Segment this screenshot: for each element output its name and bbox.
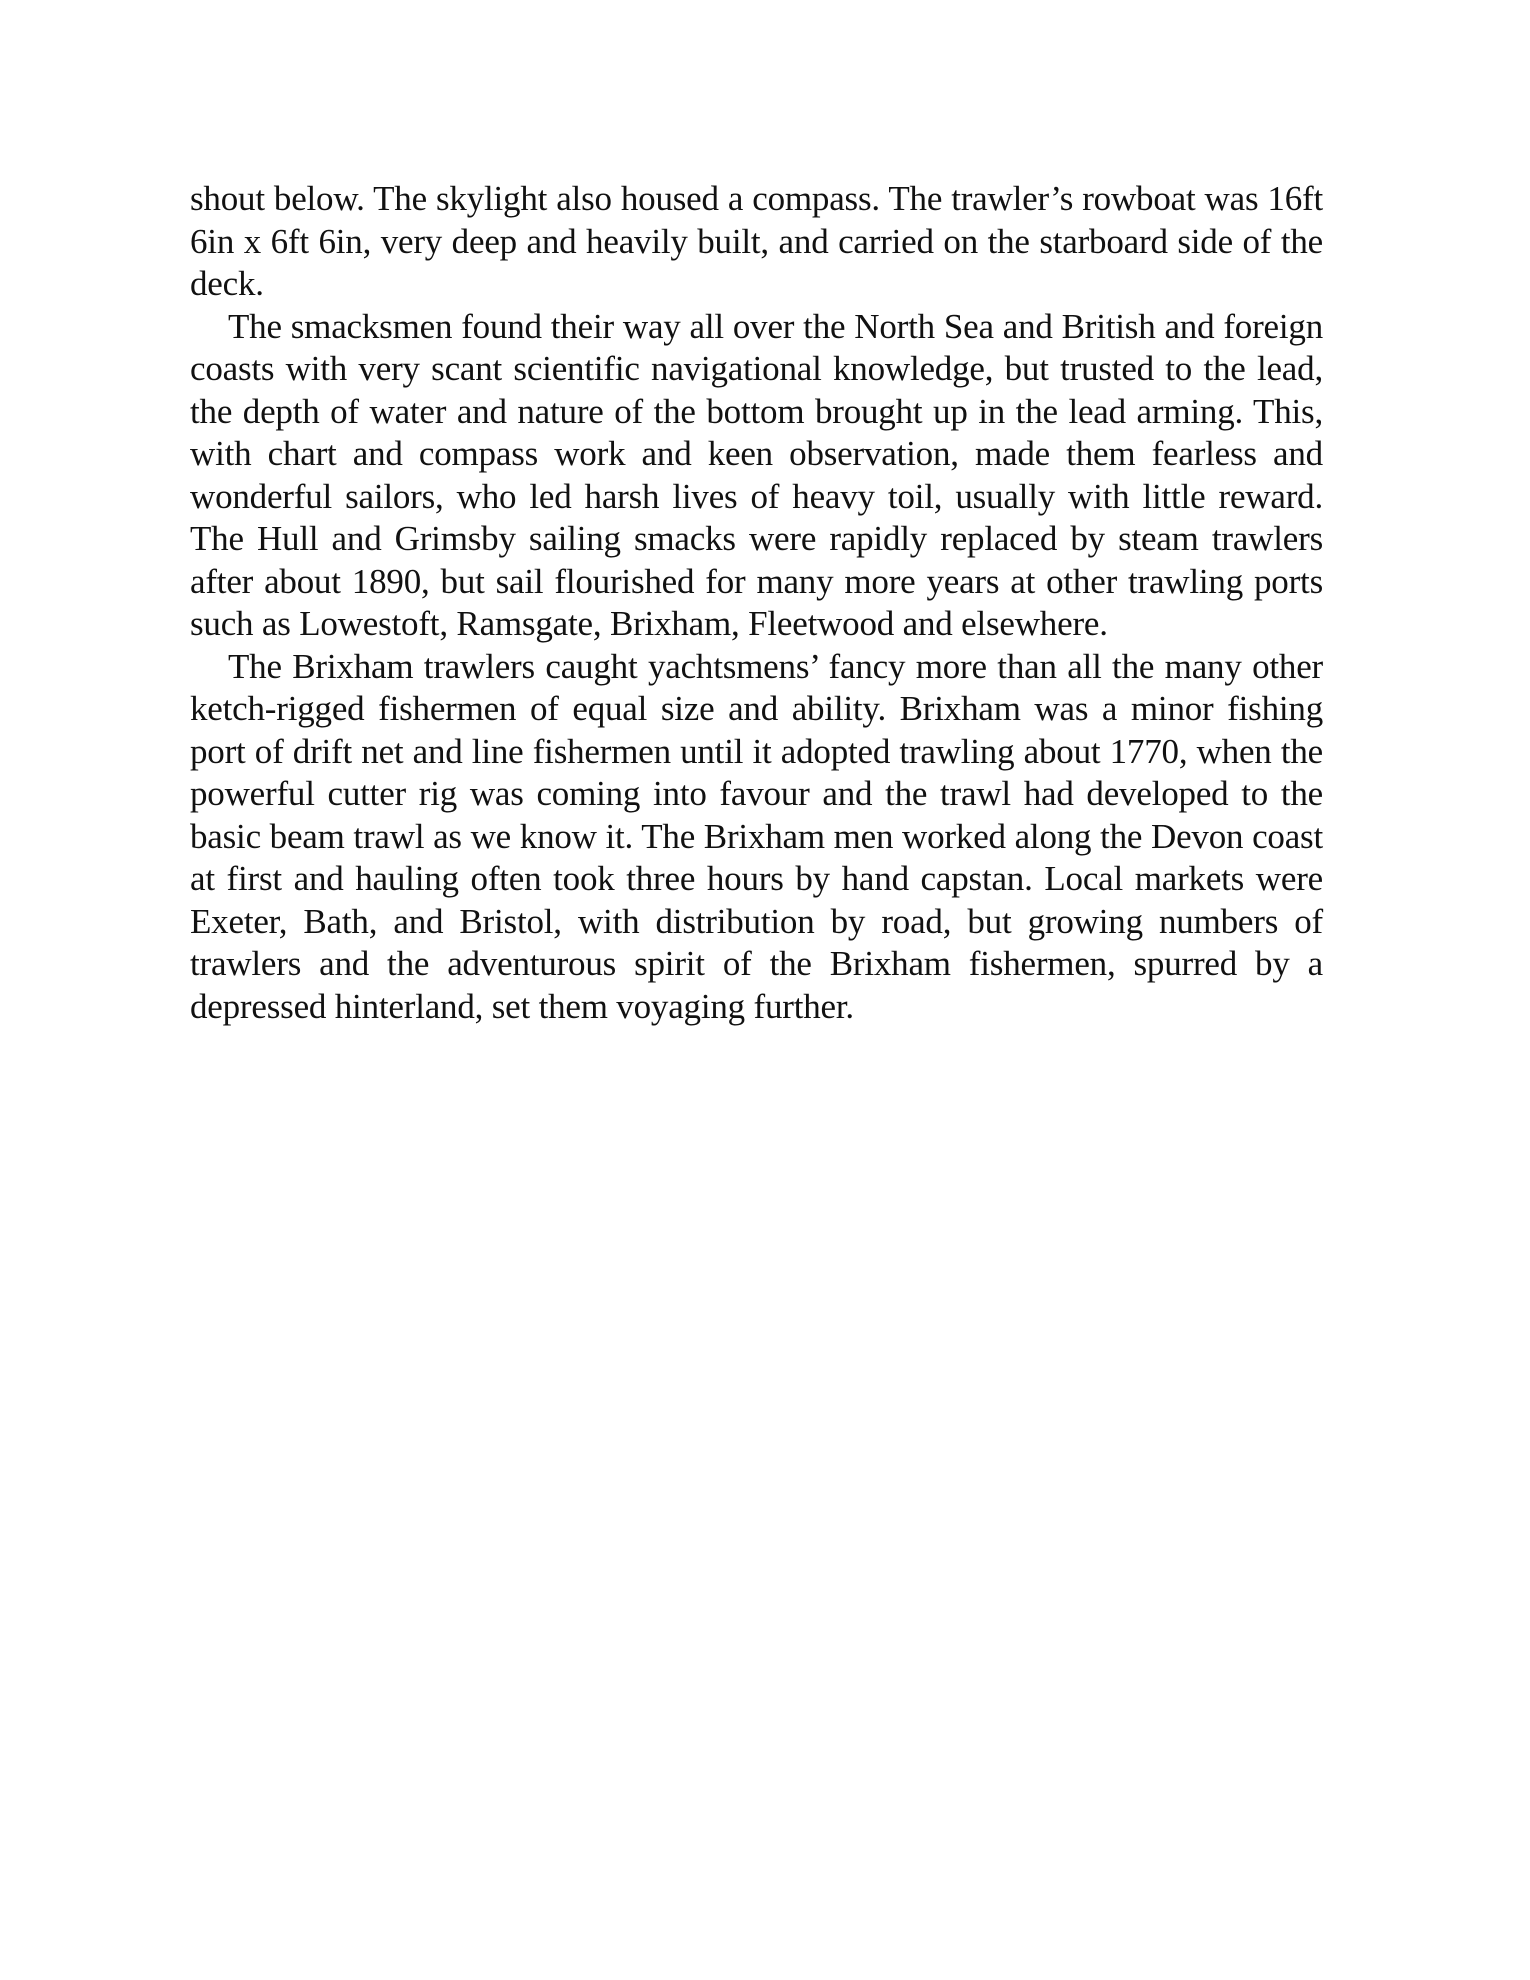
document-page [190,178,1323,1028]
paragraph-continued: shout below. The skylight also housed a compass. The trawler’s rowboat was 16ft 6in x 6ft 6in, very deep and heavily built, and carried on the starboard side of the deck. [190,179,1323,303]
paragraph-smacksmen: The smacksmen found their way all over the North Sea and British and foreign coasts with very scant scientific navigational knowledge, but trusted to the lead, the depth of water and nature of the bottom brought up in the lead arming. This, with chart and compass work and keen observation, made them fearless and wonderful sailors, who led harsh lives of heavy toil, usually with little reward. The Hull and Grimsby sailing smacks were rapidly replaced by steam trawlers after about 1890, but sail flourished for many more years at other trawling ports such as Lowestoft, Ramsgate, Brixham, Fleetwood and elsewhere. [190,306,1323,643]
paragraph-brixham: The Brixham trawlers caught yachtsmens’ fancy more than all the many other ketch-rigged fishermen of equal size and ability. Brixham was a minor fishing port of drift net and line fishermen until it adopted trawling about 1770, when the powerful cutter rig was coming into favour and the trawl had developed to the basic beam trawl as we know it. The Brixham men worked along the Devon coast at first and hauling often took three hours by hand capstan. Local markets were Exeter, Bath, and Bristol, with distribution by road, but growing numbers of trawlers and the adventurous spirit of the Brixham fishermen, spurred by a depressed hinterland, set them voyaging further. [190,646,1323,1026]
